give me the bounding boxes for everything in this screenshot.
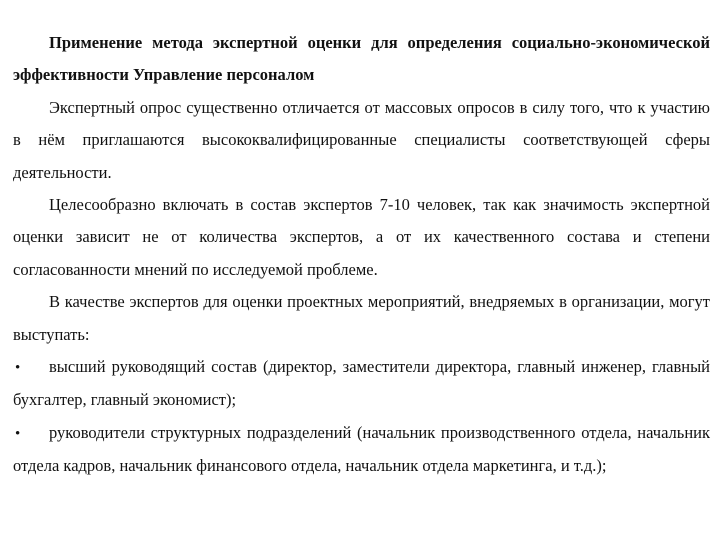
list-item-text: высший руководящий состав (директор, заместители директора, главный инженер, главный бухгалтер, главный экономист); bbox=[13, 357, 710, 410]
bullet-icon: • bbox=[15, 360, 21, 377]
bullet-icon: • bbox=[15, 425, 21, 442]
list-item-top-management bbox=[13, 351, 710, 417]
paragraph-expert-count: Целесообразно включать в состав экспертов 7-10 человек, так как значимость экспертной оценки зависит не от количества экспертов, а от их качественного состава и степени согласованности мнений по исследуемой проблеме. bbox=[13, 195, 710, 279]
list-item-department-heads bbox=[13, 417, 710, 483]
paragraph-expert-survey: Экспертный опрос существенно отличается от массовых опросов в силу того, что к участию в нём приглашаются высококвалифицированные специалисты соответствующей сферы деятельности. bbox=[13, 97, 710, 182]
document-title: Применение метода экспертной оценки для определения социально-экономической эффективности Управление персоналом bbox=[13, 33, 710, 85]
list-item-text: руководители структурных подразделений (начальник производственного отдела, начальник отдела кадров, начальник финансового отдела, начальник отдела маркетинга, и т.д.); bbox=[13, 422, 710, 476]
paragraph-experts-intro: В качестве экспертов для оценки проектных мероприятий, внедряемых в организации, могут выступать: bbox=[13, 292, 710, 344]
